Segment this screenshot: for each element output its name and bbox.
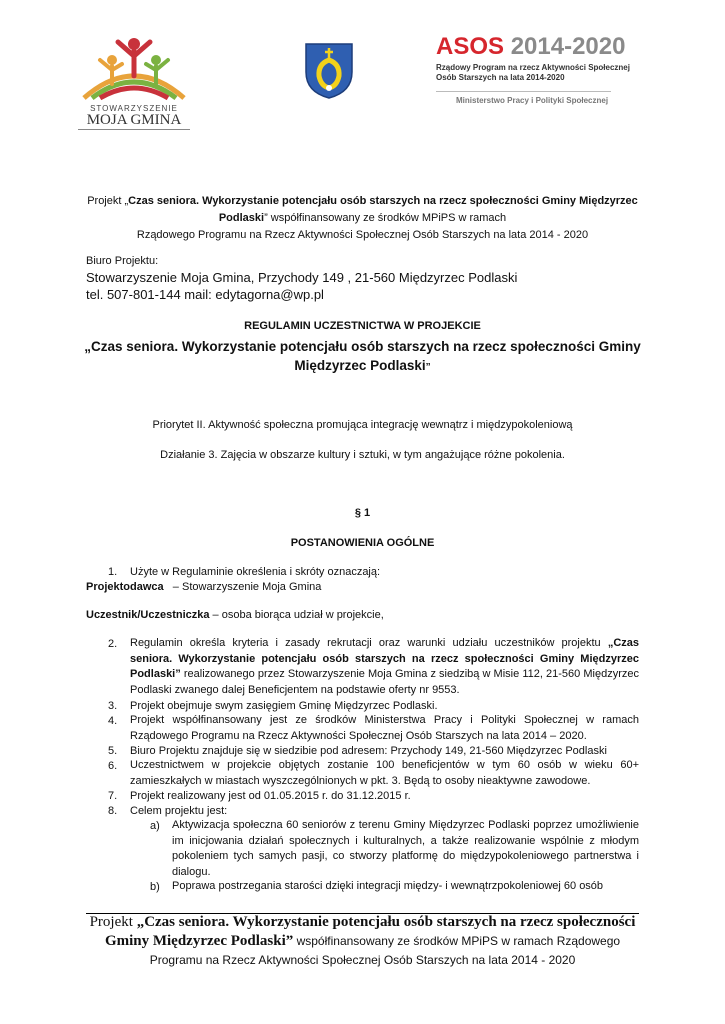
item-3-text: Projekt obejmuje swym zasięgiem Gminę Międzyrzec Podlaski. (130, 700, 438, 712)
footer (60, 913, 665, 970)
definition-uczestnik-term: Uczestnik/Uczestniczka (86, 609, 210, 621)
moja-gmina-logo-line1: STOWARZYSZENIE (90, 104, 178, 113)
biuro-block (86, 253, 646, 303)
item-8-text: Celem projektu jest: (130, 805, 228, 817)
header-line2 (60, 210, 665, 226)
item-5-text: Biuro Projektu znajduje się w siedzibie pod adresem: Przychody 149, 21-560 Międzyrzec Podlaski (130, 745, 607, 757)
item-6-text: Uczestnictwem w projekcie objętych zostanie 100 beneficjentów w tym 60 osób w wieku 60+ zamieszkałych w miastach wyszczególnionych w pkt. 3. Będą to osoby nieaktywne zawodowe. (130, 759, 639, 787)
header-block (60, 193, 665, 243)
item-8a-text: Aktywizacja społeczna 60 seniorów z terenu Gminy Międzyrzec Podlaski poprzez umożliwienie im inicjowania działań społecznych i kulturalnych, a także realizowanie wspólnie z młodym pokoleniem tych samych pasji, co stworzy platformę do międzypokoleniowego partnerstwa i dialogu. (172, 819, 639, 878)
regulamin-title (60, 337, 665, 377)
definition-projektodawca-text: – Stowarzyszenie Moja Gmina (163, 581, 322, 593)
item-5-number: 5. (108, 745, 118, 757)
biuro-contact: tel. 507-801-144 mail: edytagorna@wp.pl (86, 287, 324, 302)
regulamin-title-line2 (60, 356, 665, 377)
item-8a-label: a) (150, 820, 160, 832)
header-line1-pre: Projekt „ (87, 195, 129, 207)
asos-logo (436, 34, 646, 114)
item-1-text: Użyte w Regulaminie określenia i skróty oznaczają: (130, 566, 381, 578)
regulamin-title-line2-quote: ” (425, 362, 431, 373)
item-1-number: 1. (108, 566, 118, 578)
item-7 (108, 788, 639, 804)
footer-bold2: Gminy Międzyrzec Podlaski” (104, 933, 294, 949)
item-2-text (130, 636, 639, 698)
item-2-text-c: realizowanego przez Stowarzyszenie Moja Gmina z siedzibą w Misie 112, 21-560 Międzyrzec Podlaski zwanego dalej Beneficjentem na podstawie oferty nr 9553. (130, 668, 639, 696)
item-7-text: Projekt realizowany jest od 01.05.2015 r. do 31.12.2015 r. (130, 790, 411, 802)
footer-line3: Programu na Rzecz Aktywności Społecznej Osób Starszych na lata 2014 - 2020 (149, 953, 576, 967)
asos-logo-title-a: ASOS (436, 33, 505, 60)
header-project-title-end: Podlaski (218, 212, 265, 224)
item-8a (150, 818, 639, 880)
item-8 (108, 803, 639, 819)
definition-projektodawca-term: Projektodawca (86, 581, 164, 593)
item-8b-label: b) (150, 881, 160, 893)
definition-projektodawca (86, 579, 646, 595)
biuro-label: Biuro Projektu: (86, 255, 159, 267)
footer-line1 (60, 913, 665, 932)
moja-gmina-logo (78, 34, 190, 126)
item-8b (150, 879, 639, 895)
section-title: POSTANOWIENIA OGÓLNE (290, 537, 435, 549)
item-2-text-a: Regulamin określa kryteria i zasady rekrutacji oraz warunki udziału uczestników projektu (130, 637, 608, 649)
definition-uczestnik-text: – osoba biorąca udział w projekcie, (209, 609, 384, 621)
item-2-number: 2. (108, 638, 118, 650)
header-line3: Rządowego Programu na Rzecz Aktywności Społecznej Osób Starszych na lata 2014 - 2020 (136, 229, 589, 241)
item-3-number: 3. (108, 700, 118, 712)
definition-uczestnik (86, 607, 646, 623)
item-4-text: Projekt współfinansowany jest ze środków Ministerstwa Pracy i Polityki Społecznej w ramach Rządowego Programu na Rzecz Aktywności Społecznej Osób Starszych na lata 2014 – 2020. (130, 714, 639, 742)
asos-logo-title-b: 2014-2020 (510, 33, 626, 60)
regulamin-heading: REGULAMIN UCZESTNICTWA W PROJEKCIE (244, 320, 481, 332)
item-2-project-name: „Czas seniora. Wykorzystanie potencjału osób starszych na rzecz społeczności Gminy Międzyrzec Podlaski” (130, 637, 639, 680)
item-2 (108, 636, 639, 698)
item-6 (108, 758, 639, 789)
moja-gmina-logo-line2: MOJA GMINA (78, 112, 190, 130)
regulamin-title-line2-text: Międzyrzec Podlaski (294, 358, 426, 373)
item-3 (108, 698, 639, 714)
asos-logo-sub2: Osób Starszych na lata 2014-2020 (436, 73, 565, 82)
item-8b-text: Poprawa postrzegania starości dzięki integracji między- i wewnątrzpokoleniowej 60 osób (172, 880, 604, 892)
dzialanie: Działanie 3. Zajęcia w obszarze kultury i sztuki, w tym angażujące różne pokolenia. (160, 449, 565, 461)
item-7-number: 7. (108, 790, 118, 802)
footer-rest2: współfinansowany ze środków MPiPS w ramach Rządowego (293, 934, 621, 948)
moja-gmina-people-icon (78, 34, 190, 104)
item-4-number: 4. (108, 715, 118, 727)
priorytet: Priorytet II. Aktywność społeczna promująca integrację wewnątrz i międzypokoleniową (152, 419, 573, 431)
item-8-number: 8. (108, 805, 118, 817)
item-5 (108, 743, 639, 759)
biuro-address: Stowarzyszenie Moja Gmina, Przychody 149 , 21-560 Międzyrzec Podlaski (86, 270, 518, 285)
asos-logo-sub1: Rządowy Program na rzecz Aktywności Społecznej (436, 63, 630, 72)
footer-bold1: „Czas seniora. Wykorzystanie potencjału osób starszych na rzecz społeczności (136, 914, 636, 930)
coat-of-arms-icon (304, 42, 354, 105)
footer-line2 (60, 932, 665, 951)
item-4 (108, 713, 639, 744)
item-6-number: 6. (108, 760, 118, 772)
header-line2-rest: ” współfinansowany ze środków MPiPS w ramach (264, 212, 507, 224)
footer-pre: Projekt (89, 914, 137, 930)
header-project-title: Czas seniora. Wykorzystanie potencjału osób starszych na rzecz społeczności Gminy Międzyrzec (128, 195, 638, 207)
section-number: § 1 (354, 507, 371, 519)
regulamin-title-line1: „Czas seniora. Wykorzystanie potencjału osób starszych na rzecz społeczności Gminy (84, 339, 641, 354)
header-line1 (60, 193, 665, 209)
asos-logo-ministry: Ministerstwo Pracy i Polityki Społecznej (456, 96, 609, 105)
